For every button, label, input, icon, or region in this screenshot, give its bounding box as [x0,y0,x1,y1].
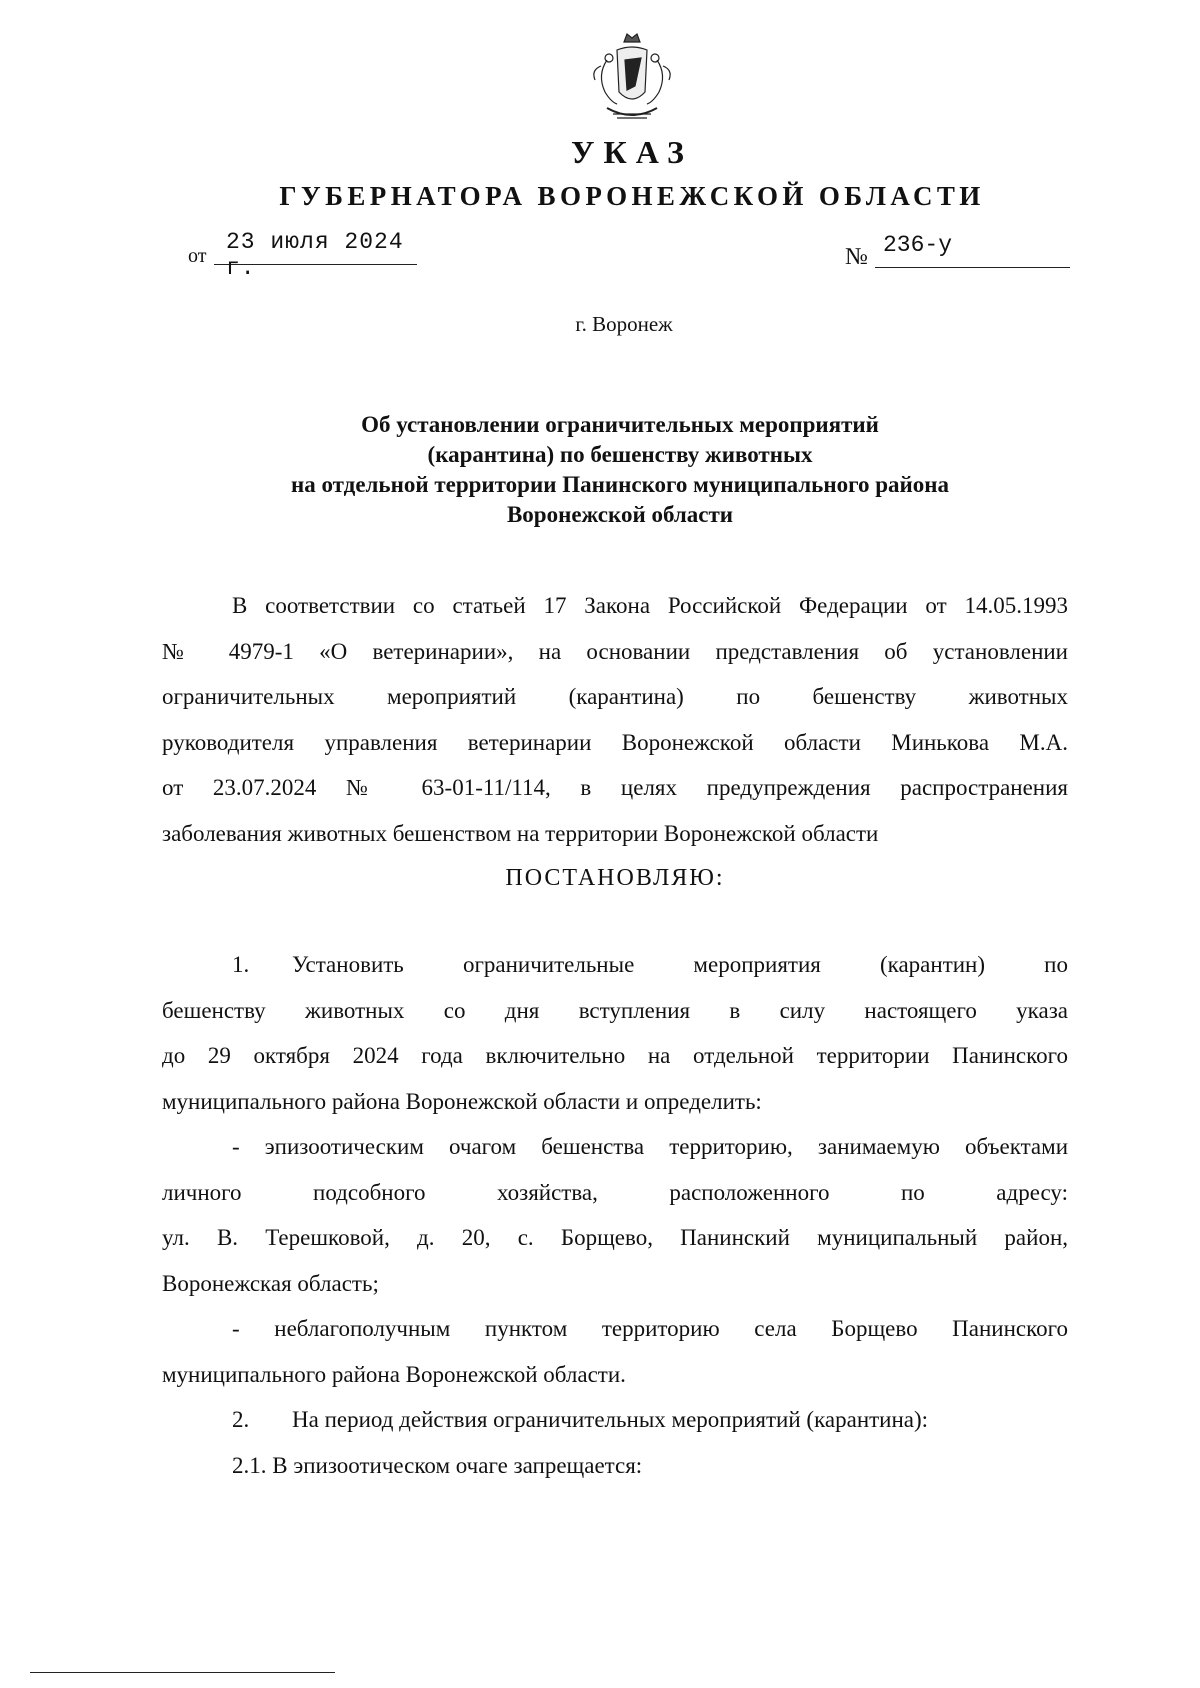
paragraph-1-first-line [162,942,1068,988]
preamble-line: заболевания животных бешенством на территории Воронежской области [162,820,879,846]
paragraph-number: 2. [232,1407,250,1432]
date-value: 23 июля 2024 г. [226,229,404,281]
paragraph-line: бешенству животных со дня вступления в силу настоящего указа [162,997,1068,1023]
paragraph-line: 2.1. В эпизоотическом очаге запрещается: [232,1452,643,1478]
paragraph-line: - эпизоотическим очагом бешенства территорию, занимаемую объектами [232,1134,1068,1159]
paragraph-1 [162,942,1068,1488]
city: г. Воронеж [575,312,673,336]
document-heading [220,410,1020,530]
heading-line: на отдельной территории Панинского муниципального района [290,472,950,497]
date-label: от [188,245,207,267]
preamble [162,583,1068,902]
paragraph-number: 1. [232,952,250,977]
preamble-line: ограничительных мероприятий (карантина) по бешенству животных [162,684,1068,709]
decree-word: ПОСТАНОВЛЯЮ: [505,865,725,891]
paragraph-2-line [162,1397,1068,1443]
paragraph-line: ул. В. Терешковой, д. 20, с. Борщево, Панинский муниципальный район, [162,1225,1068,1250]
coat-of-arms-emblem [577,30,687,130]
paragraph-line: - неблагополучным пунктом территорию села Борщево Панинского [232,1316,1068,1341]
preamble-line: руководителя управления ветеринарии Воронежской области Минькова М.А. [162,729,1068,755]
issuer-title: ГУБЕРНАТОРА ВОРОНЕЖСКОЙ ОБЛАСТИ [279,181,985,211]
paragraph-line: личного подсобного хозяйства, расположенного по адресу: [162,1179,1068,1205]
document-type-title: УКАЗ [571,134,693,170]
number-underline [875,267,1070,268]
paragraph-text: На период действия ограничительных мероприятий (карантина): [292,1407,929,1432]
heading-line: (карантина) по бешенству животных [427,442,813,467]
preamble-line: № 4979-1 «О ветеринарии», на основании представления об установлении [162,638,1068,664]
paragraph-line: муниципального района Воронежской области и определить: [162,1088,762,1114]
paragraph-text: Установить ограничительные мероприятия (карантин) по [292,952,1068,977]
paragraph-line: муниципального района Воронежской области. [162,1361,626,1387]
heading-line: Воронежской области [506,502,734,527]
preamble-line: от 23.07.2024 № 63-01-11/114, в целях предупреждения распространения [162,775,1068,800]
date-field [188,228,420,281]
number-label: № [845,244,868,270]
preamble-line: В соответствии со статьей 17 Закона Российской Федерации от 14.05.1993 [232,593,1068,618]
paragraph-line: до 29 октября 2024 года включительно на отдельной территории Панинского [162,1043,1068,1068]
paragraph-line: Воронежская область; [162,1270,379,1296]
number-field [845,232,1070,272]
heading-line: Об установлении ограничительных мероприятий [361,412,879,437]
number-value: 236-у [883,232,953,258]
footer-rule [30,1672,335,1673]
